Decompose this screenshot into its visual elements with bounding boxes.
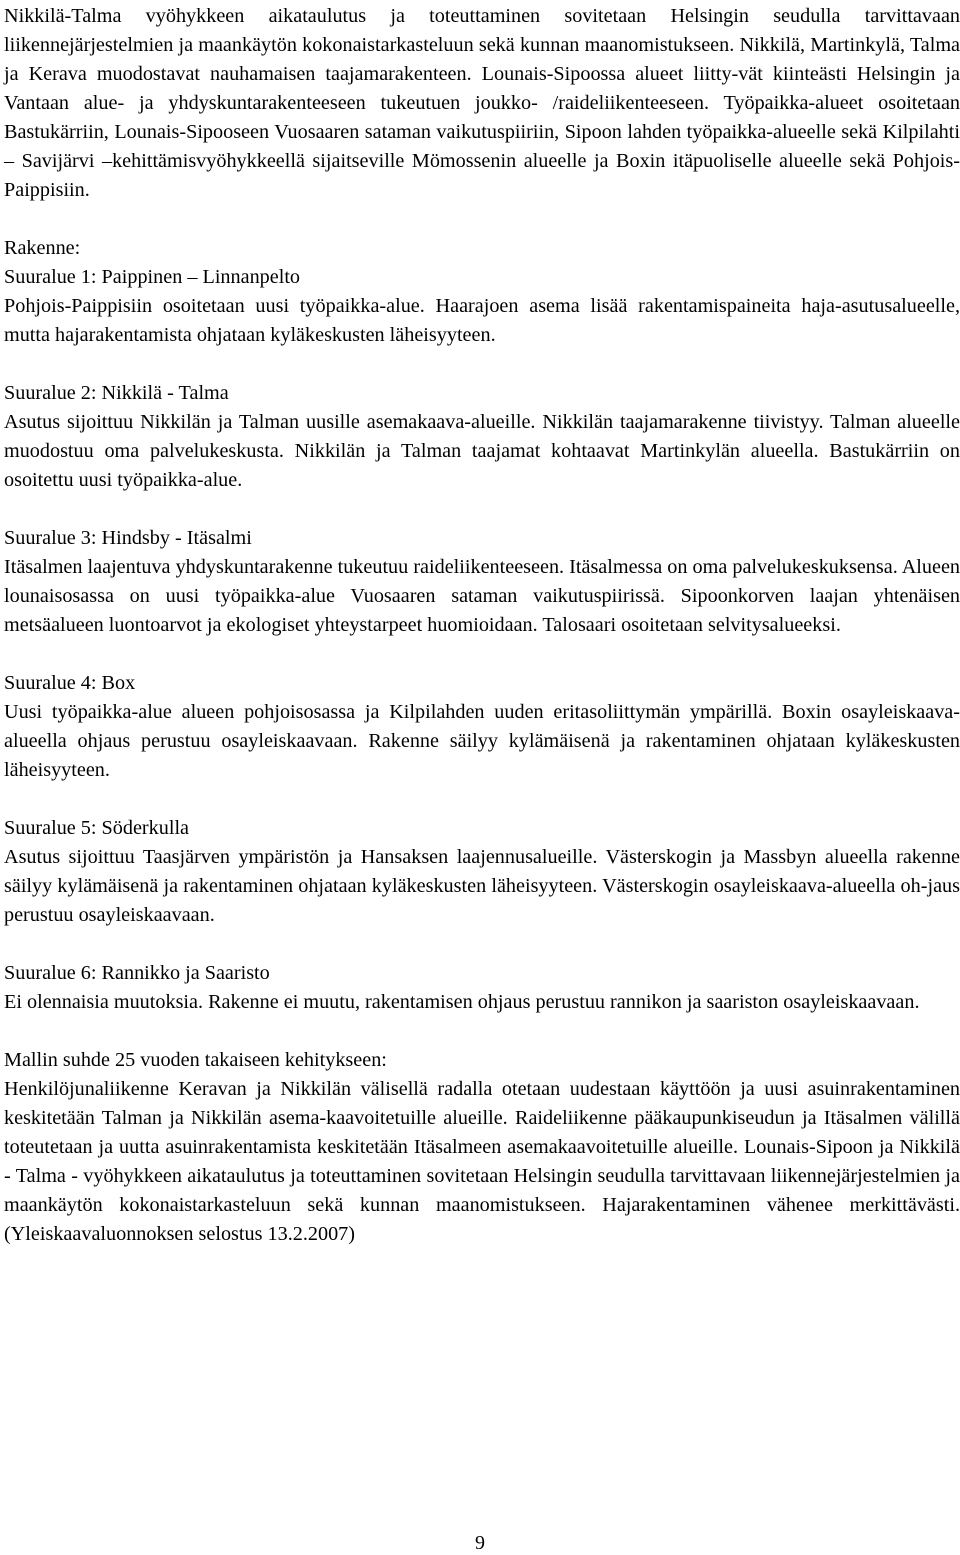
intro-paragraph: [4, 2, 960, 205]
intro-text-3: Työpaikka-alueet osoitetaan Bastukärriin, Lounais-Sipooseen Vuosaaren sataman vaikutuspiiriin, Sipoon lahden työpaikka-alueelle sekä Kilpilahti – Savijärvi –kehittämisvyöhykkeellä sijaitseville Mömossenin alueelle ja Boxin itäpuoliselle alueelle sekä Pohjois-Paippisiin.: [4, 92, 960, 201]
area-3-section: [4, 524, 960, 640]
intro-text-1: Nikkilä-Talma vyöhykkeen aikataulutus ja toteuttaminen sovitetaan Helsingin seudulla tarvittavaan liikennejärjestelmien ja maankäytön kokonaistarkasteluun sekä kunnan maanomistukseen. Nikkilä, Martinkylä, Talma ja Kerava muodostavat nauhamaisen taajamarakenteen.: [4, 5, 960, 85]
area-1-body: Pohjois-Paippisiin osoitetaan uusi työpaikka-alue. Haarajoen asema lisää rakentamispaineita haja-asutusalueelle, mutta hajarakentamista ohjataan kyläkeskusten läheisyyteen.: [4, 295, 960, 346]
page-number: 9: [475, 1532, 485, 1554]
area-6-body: Ei olennaisia muutoksia. Rakenne ei muutu, rakentamisen ohjaus perustuu rannikon ja saariston osayleiskaavaan.: [4, 991, 920, 1013]
area-5-section: [4, 814, 960, 930]
area-5-heading: Suuralue 5: Söderkulla: [4, 817, 190, 839]
area-4-body: Uusi työpaikka-alue alueen pohjoisosassa ja Kilpilahden uuden eritasoliittymän ympärillä. Boxin osayleiskaava-alueella ohjaus perustuu osayleiskaavaan. Rakenne säilyy kylämäisenä ja rakentaminen ohjataan kyläkeskusten läheisyyteen.: [4, 701, 960, 781]
area-1-heading: Suuralue 1: Paippinen – Linnanpelto: [4, 266, 301, 288]
document-page: [4, 2, 960, 1249]
area-5-body: Asutus sijoittuu Taasjärven ympäristön ja Hansaksen laajennusalueille. Västerskogin ja Massbyn alueella rakenne säilyy kylämäisenä ja rakentaminen ohjataan kyläkeskusten läheisyyteen. Västerskogin osayleiskaava-alueella oh-jaus perustuu osayleiskaavaan.: [4, 846, 960, 926]
area-3-body: Itäsalmen laajentuva yhdyskuntarakenne tukeutuu raideliikenteeseen. Itäsalmessa on oma palvelukeskuksensa. Alueen lounaisosassa on uusi työpaikka-alue Vuosaaren sataman vaikutuspiirissä. Sipoonkorven laajan yhtenäisen metsäalueen luontoarvot ja ekologiset yhteystarpeet huomioidaan. Talosaari osoitetaan selvitysalueeksi.: [4, 556, 960, 636]
area-4-heading: Suuralue 4: Box: [4, 672, 136, 694]
relation-section: [4, 1046, 960, 1249]
structure-label: Rakenne:: [4, 237, 81, 259]
area-6-section: [4, 959, 960, 1017]
area-6-heading: Suuralue 6: Rannikko ja Saaristo: [4, 962, 270, 984]
area-3-heading: Suuralue 3: Hindsby - Itäsalmi: [4, 527, 252, 549]
area-2-heading: Suuralue 2: Nikkilä - Talma: [4, 382, 229, 404]
relation-body: Henkilöjunaliikenne Keravan ja Nikkilän välisellä radalla otetaan uudestaan käyttöön ja uusi asuinrakentaminen keskitetään Talman ja Nikkilän asema-kaavoitetuille alueille. Raideliikenne pääkaupunkiseudun ja Itäsalmen välillä toteutetaan ja uutta asuinrakentamista keskitetään Itäsalmeen asemakaavoitetuille alueille. Lounais-Sipoon ja Nikkilä - Talma - vyöhykkeen aikataulutus ja toteuttaminen sovitetaan Helsingin seudulla tarvittavaan liikennejärjestelmien ja maankäytön kokonaistarkasteluun sekä kunnan maanomistukseen. Hajarakentaminen vähenee merkittävästi. (Yleiskaavaluonnoksen selostus 13.2.2007): [4, 1078, 960, 1245]
area-4-section: [4, 669, 960, 785]
intro-text-2: Lounais-Sipoossa alueet liitty-vät kiinteästi Helsingin ja Vantaan alue- ja yhdyskuntarakenteeseen tukeutuen joukko- /raideliikenteeseen.: [4, 63, 960, 114]
area-2-section: [4, 379, 960, 495]
structure-section: [4, 234, 960, 350]
relation-heading: Mallin suhde 25 vuoden takaiseen kehitykseen:: [4, 1049, 387, 1071]
area-2-body: Asutus sijoittuu Nikkilän ja Talman uusille asemakaava-alueille. Nikkilän taajamarakenne tiivistyy. Talman alueelle muodostuu oma palvelukeskusta. Nikkilän ja Talman taajamat kohtaavat Martinkylän alueella. Bastukärriin on osoitettu uusi työpaikka-alue.: [4, 411, 960, 491]
